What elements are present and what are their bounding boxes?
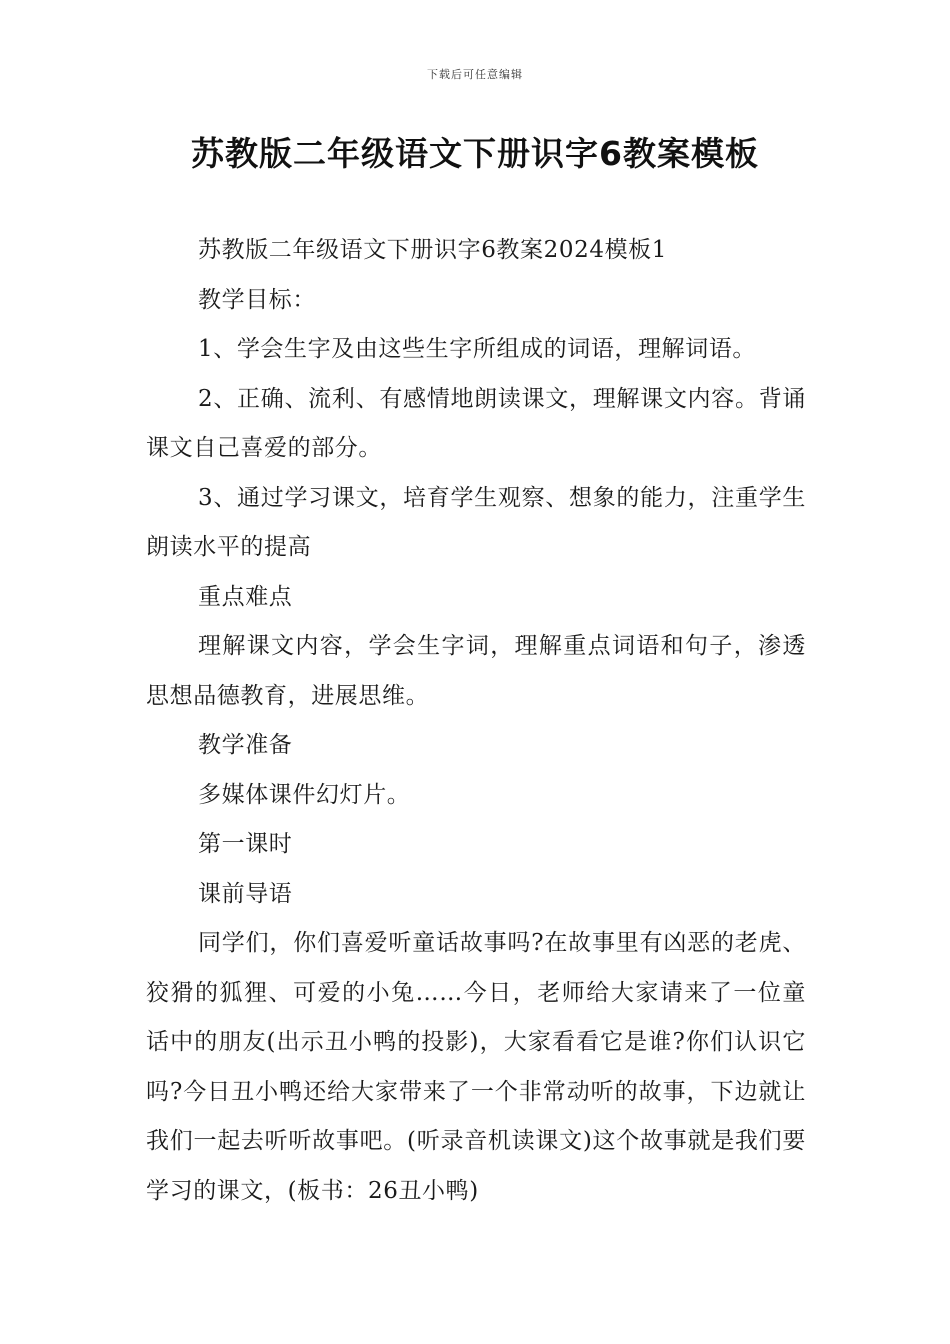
paragraph-objective-1: 1、学会生字及由这些生字所组成的词语，理解词语。 [198, 336, 757, 362]
paragraph-lesson-one: 第一课时 [198, 831, 293, 857]
document-title: 苏教版二年级语文下册识字6教案模板 [191, 134, 759, 173]
paragraph-objective-3: 3、通过学习课文，培育学生观察、想象的能力，注重学生朗读水平的提高 [146, 484, 806, 560]
paragraph-key-points-heading: 重点难点 [198, 583, 293, 610]
paragraph-objectives-heading: 教学目标： [198, 286, 316, 313]
paragraph-intro: 同学们，你们喜爱听童话故事吗?在故事里有凶恶的老虎、狡猾的狐狸、可爱的小兔……今日，老师给大家请来了一位童话中的朋友(出示丑小鸭的投影)，大家看看它是谁?你们认识它吗?今日丑小鸭还给大家带来了一个非常动听的故事，下边就让我们一起去听听故事吧。(听录音机读课文)这个故事就是我们要学习的课文，(板书：26丑小鸭) [146, 930, 806, 1204]
paragraph-objective-2: 2、正确、流利、有感情地朗读课文，理解课文内容。背诵课文自己喜爱的部分。 [146, 385, 806, 461]
paragraph-key-points: 理解课文内容，学会生字词，理解重点词语和句子，渗透思想品德教育，进展思维。 [146, 633, 806, 709]
header-note: 下载后可任意编辑 [427, 68, 523, 81]
paragraph-intro-heading: 课前导语 [198, 880, 293, 907]
paragraph-preparation-heading: 教学准备 [198, 732, 293, 758]
document-body [146, 226, 806, 1216]
paragraph-subtitle: 苏教版二年级语文下册识字6教案2024模板1 [198, 237, 667, 263]
paragraph-preparation: 多媒体课件幻灯片。 [198, 781, 411, 808]
